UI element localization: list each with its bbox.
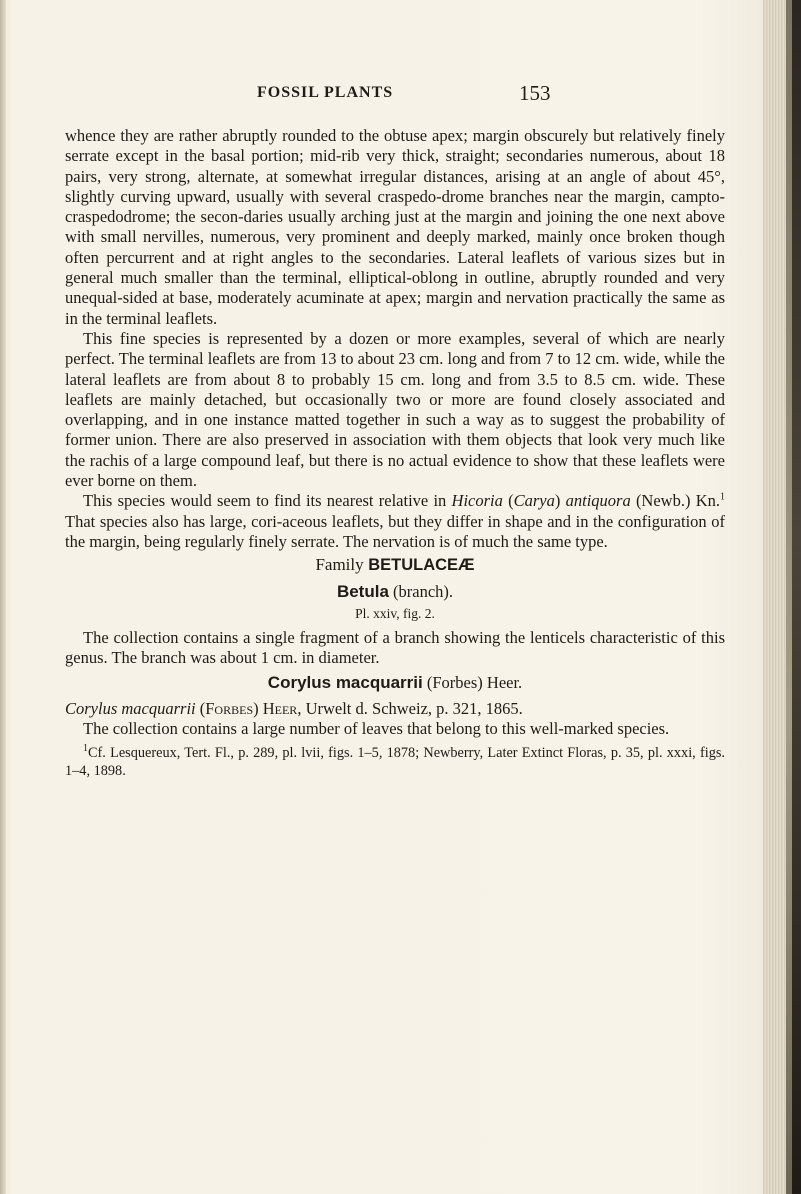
family-name: BETULACEÆ	[368, 556, 475, 575]
page-body	[65, 126, 725, 780]
betula-heading	[65, 582, 725, 602]
relationship-authority: (Newb.) Kn.	[630, 491, 720, 511]
paren-close: )	[554, 491, 566, 511]
book-binding-edge	[763, 0, 801, 1194]
corylus-heading	[65, 673, 725, 693]
description-paragraph: whence they are rather abruptly rounded to the obtuse apex; margin obscurely but relatively finely serrate except in the basal portion; mid-rib very thick, straight; secondaries numerous, about 18 pairs, very strong, alternate, at somewhat irregular distances, arising at an angle of about 45°, slightly curving upward, usually with several craspedo-drome branches near the margin, campto-craspedodrome; the secon-daries usually arching just at the margin and joining the one next above with small nervilles, numerous, very prominent and deeply marked, mainly once broken though often percurrent and at right angles to the secondaries. Lateral leaflets of various sizes but in general much smaller than the terminal, elliptical-oblong in outline, abruptly rounded and very unequal-sided at base, moderately acuminate at apex; margin and nervation practically the same as in the terminal leaflets.	[65, 126, 725, 328]
species-antiquora: antiquora	[565, 491, 631, 511]
genus-carya: Carya	[513, 491, 555, 511]
corylus-authority: (Forbes) Heer.	[426, 672, 523, 692]
scan-border	[792, 0, 801, 1194]
family-label: Family	[315, 555, 364, 575]
footnote-mark: 1	[83, 742, 88, 754]
paren-open: (	[502, 491, 514, 511]
footnote	[65, 744, 725, 780]
corylus-name: Corylus macquarrii	[267, 672, 423, 692]
page-left-edge	[0, 0, 6, 1194]
corylus-paragraph: The collection contains a large number of leaves that belong to this well-marked species.	[83, 719, 670, 739]
family-heading	[65, 555, 725, 575]
footnote-reference: 1	[720, 491, 725, 503]
page-number: 153	[519, 81, 551, 105]
synonymy-reference: Urwelt d. Schweiz, p. 321, 1865.	[301, 699, 523, 719]
synonymy-name: Corylus macquarrii	[65, 699, 196, 719]
footnote-paragraph	[65, 744, 725, 780]
corylus-synonymy	[65, 699, 725, 719]
running-title: FOSSIL PLANTS	[257, 84, 394, 101]
genus-hicoria: Hicoria	[451, 491, 503, 511]
relationship-text-start: This species would seem to find its nearest relative in	[83, 491, 452, 511]
footnote-text: Cf. Lesquereux, Tert. Fl., p. 289, pl. lvii, figs. 1–5, 1878; Newberry, Later Extinct Floras, p. 35, pl. xxxi, figs. 1–4, 1898.	[65, 744, 725, 779]
betula-qualifier: (branch).	[393, 581, 454, 601]
betula-plate-reference: Pl. xxiv, fig. 2.	[355, 605, 435, 621]
page-header	[0, 81, 801, 114]
synonymy-authors: (Forbes) Heer,	[199, 699, 302, 719]
betula-paragraph: The collection contains a single fragment of a branch showing the lenticels characteristic of this genus. The branch was about 1 cm. in diameter.	[65, 628, 725, 668]
betula-name: Betula	[336, 581, 389, 601]
relationship-text-end: That species also has large, cori-aceous leaflets, but they differ in shape and in the configuration of the margin, being regularly finely serrate. The nervation is of much the same type.	[65, 511, 725, 551]
examples-paragraph: This fine species is represented by a dozen or more examples, several of which are nearly perfect. The terminal leaflets are from 13 to about 23 cm. long and from 7 to 12 cm. wide, while the lateral leaflets are from about 8 to probably 15 cm. long and from 3.5 to 8.5 cm. wide. These leaflets are mainly detached, but occasionally two or more are found closely associated and overlapping, and in one instance matted together in such a way as to suggest the probability of former union. There are also preserved in association with them objects that look very much like the rachis of a large compound leaf, but there is no actual evidence to show that these leaflets were ever borne on them.	[65, 328, 725, 491]
relationship-paragraph	[65, 491, 725, 552]
